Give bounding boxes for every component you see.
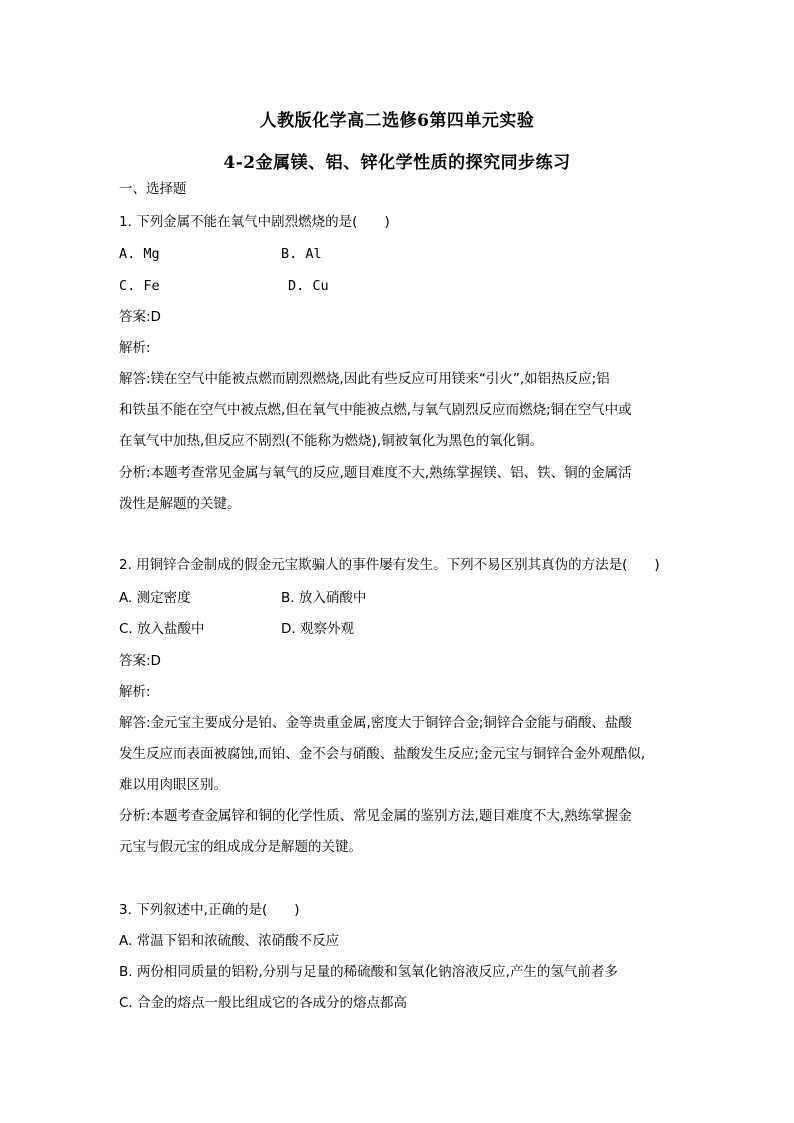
question-1-analysis-label: 解析: — [119, 340, 151, 356]
question-1-option-b: B. Al — [281, 246, 322, 262]
question-2-solution-line-1: 解答:金元宝主要成分是铂、金等贵重金属,密度大于铜锌合金;铜锌合金能与硝酸、盐酸 — [119, 715, 632, 731]
question-1-option-d: D. Cu — [288, 278, 329, 294]
question-2-solution-line-2: 发生反应而表面被腐蚀,而铂、金不会与硝酸、盐酸发生反应;金元宝与铜锌合金外观酷似, — [119, 746, 646, 762]
question-2-solution-line-3: 难以用肉眼区别。 — [119, 777, 227, 793]
section-heading: 一、选择题 — [119, 181, 187, 197]
question-2-analysis-label: 解析: — [119, 684, 151, 700]
question-1-answer: 答案:D — [119, 309, 161, 325]
question-1-option-a: A. Mg — [119, 246, 160, 262]
question-2-note-line-2: 元宝与假元宝的组成成分是解题的关键。 — [119, 839, 362, 855]
question-2-option-d: D. 观察外观 — [281, 621, 354, 637]
question-2-answer: 答案:D — [119, 653, 161, 669]
document-subtitle: 4-2金属镁、铝、锌化学性质的探究同步练习 — [223, 153, 571, 173]
question-1-option-c: C. Fe — [119, 278, 160, 294]
question-2-stem: 2. 用铜锌合金制成的假金元宝欺骗人的事件屡有发生。下列不易区别其真伪的方法是( ) — [119, 557, 660, 573]
question-1-solution-line-1: 解答:镁在空气中能被点燃而剧烈燃烧,因此有些反应可用镁来“引火”,如铝热反应;铝 — [119, 371, 610, 387]
question-1-note-line-2: 泼性是解题的关键。 — [119, 496, 241, 512]
question-3-stem: 3. 下列叙述中,正确的是( ) — [119, 902, 300, 918]
question-2-option-b: B. 放入硝酸中 — [281, 590, 367, 606]
question-1-stem: 1. 下列金属不能在氧气中剧烈燃烧的是( ) — [119, 214, 390, 230]
document-title: 人教版化学高二选修6第四单元实验 — [259, 111, 535, 131]
question-2-option-a: A. 测定密度 — [119, 590, 191, 606]
question-1-note-line-1: 分析:本题考查常见金属与氧气的反应,题目难度不大,熟练掌握镁、铝、铁、铜的金属活 — [119, 465, 632, 481]
question-3-option-b: B. 两份相同质量的铝粉,分别与足量的稀硫酸和氢氧化钠溶液反应,产生的氢气前者多 — [119, 964, 618, 980]
question-1-solution-line-3: 在氧气中加热,但反应不剧烈(不能称为燃烧),铜被氧化为黑色的氧化铜。 — [119, 433, 544, 449]
question-2-option-c: C. 放入盐酸中 — [119, 621, 205, 637]
question-3-option-c: C. 合金的熔点一般比组成它的各成分的熔点都高 — [119, 995, 408, 1011]
question-2-note-line-1: 分析:本题考查金属锌和铜的化学性质、常见金属的鉴别方法,题目难度不大,熟练掌握金 — [119, 808, 632, 824]
question-1-solution-line-2: 和铁虽不能在空气中被点燃,但在氧气中能被点燃,与氧气剧烈反应而燃烧;铜在空气中或 — [119, 402, 632, 418]
question-3-option-a: A. 常温下铝和浓硫酸、浓硝酸不反应 — [119, 933, 340, 949]
